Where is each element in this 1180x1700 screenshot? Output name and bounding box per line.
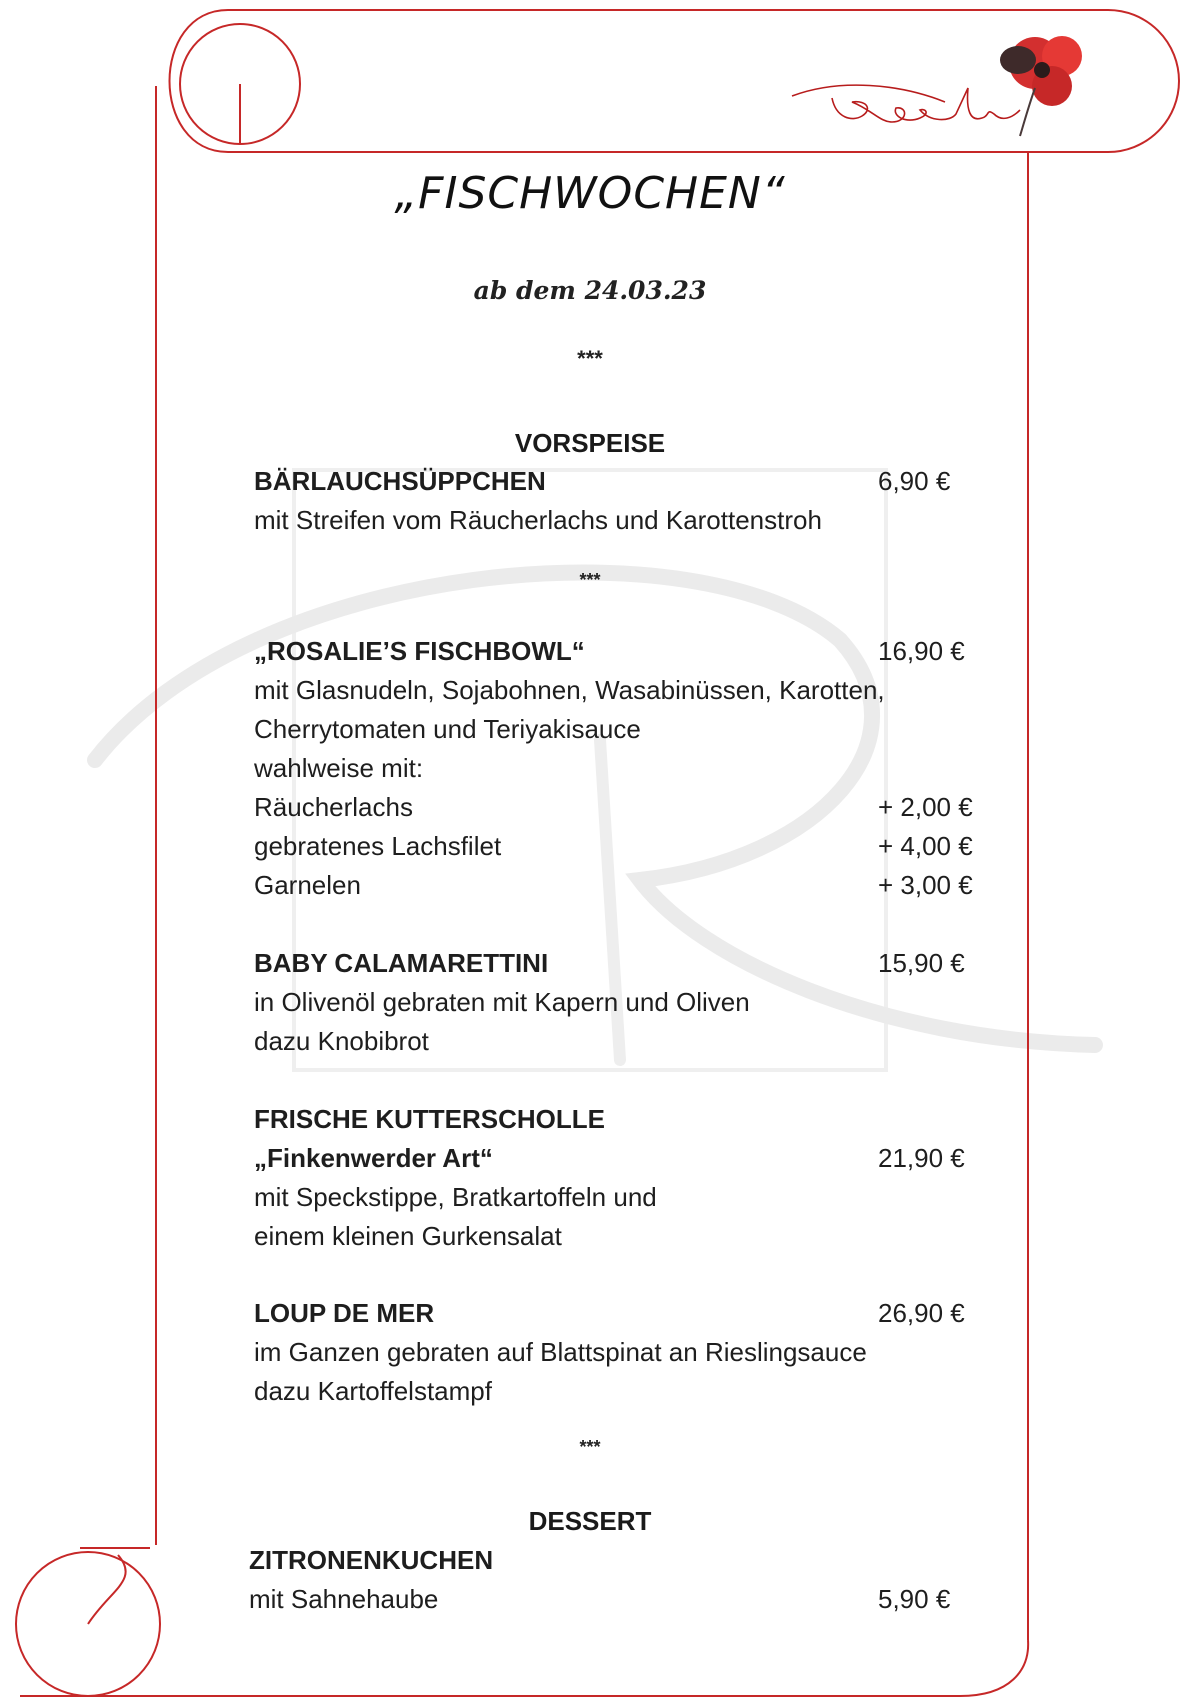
option-price: + 4,00 € [878,831,973,861]
option-label: gebratenes Lachsfilet [254,831,502,861]
separator: *** [577,346,603,371]
menu-subtitle: ab dem 24.03.23 [473,276,707,305]
dish-description: dazu Kartoffelstampf [254,1376,492,1406]
menu-title: „FISCHWOCHEN“ [394,168,786,219]
rosalie-signature-icon [792,85,1020,122]
option-label: Räucherlachs [254,792,413,822]
option-price: + 2,00 € [878,792,973,822]
dish-description: wahlweise mit: [254,753,424,783]
separator: *** [579,1437,601,1457]
poppy-flower-icon [1000,36,1082,136]
option-price: + 3,00 € [878,870,973,900]
dish-price: 15,90 € [878,948,965,978]
dish-name: BABY CALAMARETTINI [254,948,549,978]
dish-description: Cherrytomaten und Teriyakisauce [254,714,641,744]
dish-name: FRISCHE KUTTERSCHOLLE [254,1104,605,1134]
section-heading-starters: VORSPEISE [514,428,666,458]
dish-name: ZITRONENKUCHEN [249,1545,494,1575]
dish-description: in Olivenöl gebraten mit Kapern und Oliven [254,987,750,1017]
dish-description: dazu Knobibrot [254,1026,429,1056]
dish-subname: „Finkenwerder Art“ [254,1143,493,1173]
option-label: Garnelen [254,870,361,900]
dish-price: 5,90 € [878,1584,951,1614]
dish-price: 16,90 € [878,636,965,666]
dish-description: mit Sahnehaube [249,1584,439,1614]
section-heading-dessert: DESSERT [528,1506,652,1536]
dish-description: mit Glasnudeln, Sojabohnen, Wasabinüssen, Karotten, [254,675,885,705]
dish-name: „ROSALIE’S FISCHBOWL“ [254,636,585,666]
dish-price: 26,90 € [878,1298,965,1328]
dish-price: 6,90 € [878,466,951,496]
rosalie-logo [780,18,1100,148]
separator: *** [579,570,601,590]
dish-description: mit Streifen vom Räucherlachs und Karottenstroh [254,505,822,535]
dish-description: im Ganzen gebraten auf Blattspinat an Rieslingsauce [254,1337,867,1367]
dish-name: BÄRLAUCHSÜPPCHEN [254,466,546,496]
dish-description: mit Speckstippe, Bratkartoffeln und [254,1182,657,1212]
dish-description: einem kleinen Gurkensalat [254,1221,562,1251]
dish-name: LOUP DE MER [254,1298,435,1328]
dish-price: 21,90 € [878,1143,965,1173]
